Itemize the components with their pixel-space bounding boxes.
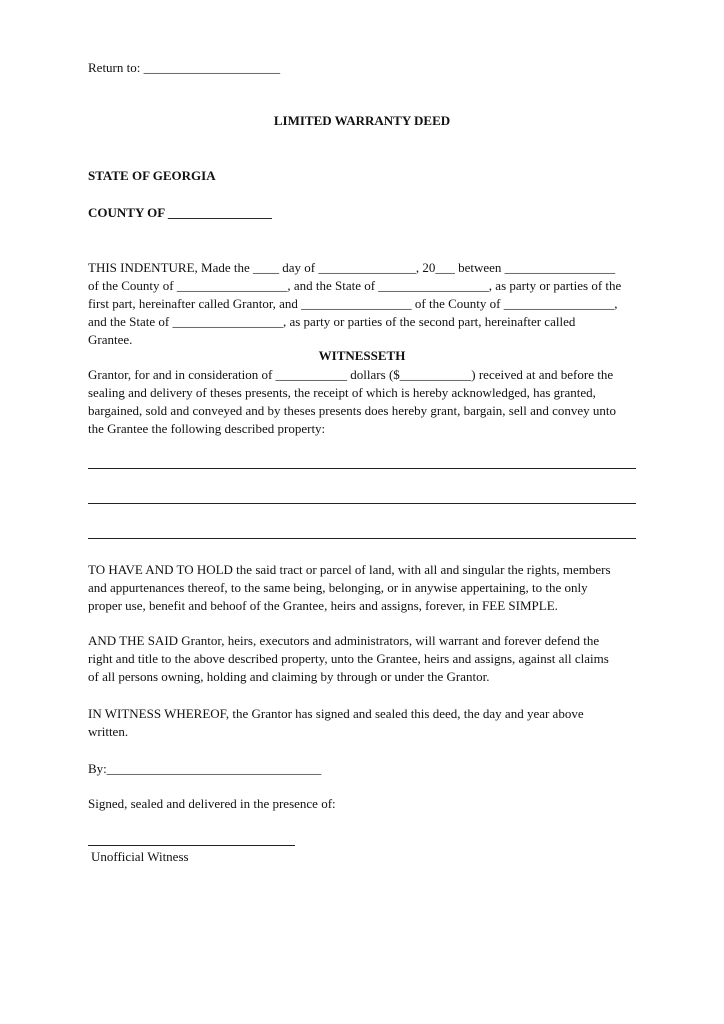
warranty-line-1: AND THE SAID Grantor, heirs, executors and administrators, will warrant and forever defend the [88, 633, 600, 648]
document-title: LIMITED WARRANTY DEED [273, 113, 451, 128]
consideration-line-4: the Grantee the following described property: [88, 421, 326, 436]
property-description-line-2[interactable] [88, 503, 636, 504]
county-heading: COUNTY OF ________________ [88, 205, 272, 220]
consideration-line-1: Grantor, for and in consideration of ___________ dollars ($___________) received at and before the [88, 367, 614, 382]
witness-label: Unofficial Witness [91, 849, 189, 864]
property-description-line-1[interactable] [88, 468, 636, 469]
warranty-line-3: of all persons owning, holding and claiming by through or under the Grantor. [88, 669, 490, 684]
state-heading: STATE OF GEORGIA [88, 168, 216, 183]
witness-whereof-line-2: written. [88, 724, 129, 739]
signed-sealed-statement: Signed, sealed and delivered in the presence of: [88, 796, 336, 811]
witness-whereof-line-1: IN WITNESS WHEREOF, the Grantor has signed and sealed this deed, the day and year above [88, 706, 584, 721]
consideration-line-3: bargained, sold and conveyed and by theses presents does hereby grant, bargain, sell and convey unto [88, 403, 617, 418]
habendum-line-3: proper use, benefit and behoof of the Grantee, heirs and assigns, forever, in FEE SIMPLE. [88, 598, 558, 613]
consideration-line-2: sealing and delivery of theses presents, the receipt of which is hereby acknowledged, has granted, [88, 385, 596, 400]
habendum-line-2: and appurtenances thereof, to the same being, belonging, or in anywise appertaining, to the only [88, 580, 588, 595]
indenture-line-4: and the State of _________________, as party or parties of the second part, hereinafter called [88, 314, 576, 329]
return-to-line: Return to: _____________________ [88, 60, 281, 75]
warranty-line-2: right and title to the above described property, unto the Grantee, heirs and assigns, against all claims [88, 651, 609, 666]
property-description-line-3[interactable] [88, 538, 636, 539]
indenture-line-5: Grantee. [88, 332, 133, 347]
witnesseth-heading: WITNESSETH [318, 348, 406, 363]
witness-signature-line[interactable] [88, 845, 295, 846]
indenture-line-1: THIS INDENTURE, Made the ____ day of _______________, 20___ between _________________ [88, 260, 616, 275]
indenture-line-2: of the County of _________________, and the State of _________________, as party or parties of the [88, 278, 622, 293]
habendum-line-1: TO HAVE AND TO HOLD the said tract or parcel of land, with all and singular the rights, members [88, 562, 611, 577]
indenture-line-3: first part, hereinafter called Grantor, and _________________ of the County of _________________, [88, 296, 618, 311]
grantor-signature-line[interactable]: By:_________________________________ [88, 761, 322, 776]
